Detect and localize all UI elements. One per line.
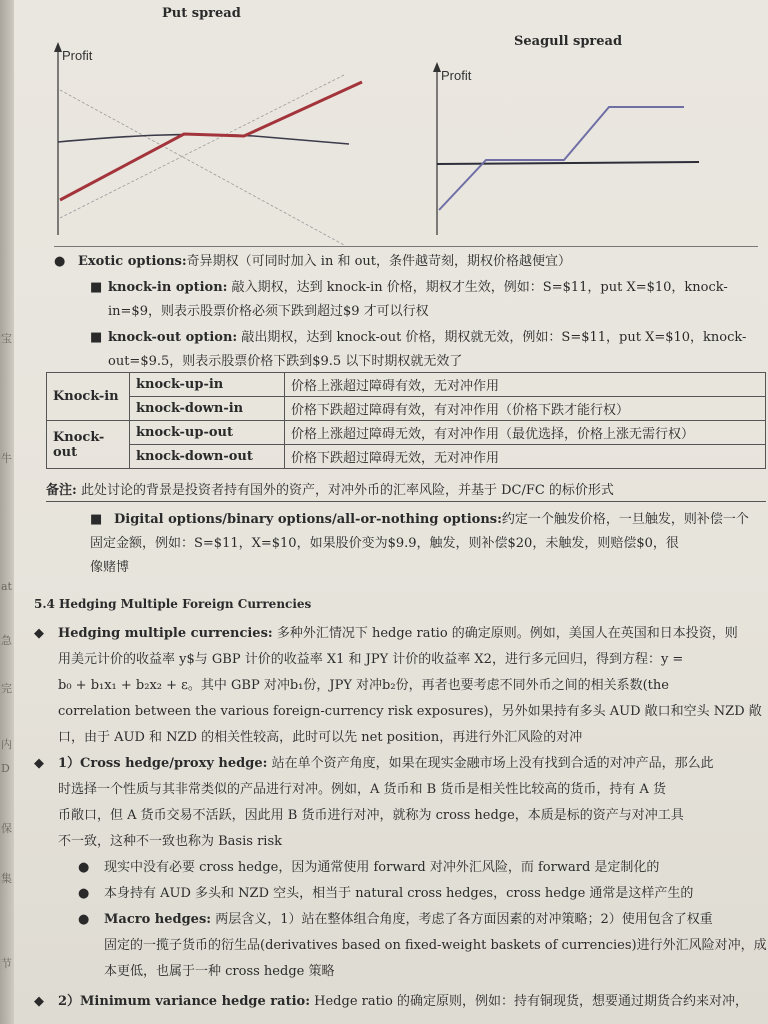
put-spread-chart xyxy=(44,40,374,240)
option-desc: 价格上涨超过障碍无效，有对冲作用（最优选择，价格上涨无需行权） xyxy=(285,421,766,445)
margin-char: 保 xyxy=(1,822,12,835)
table-note xyxy=(46,479,766,502)
y-axis-label: Profit xyxy=(62,48,93,63)
mv-line xyxy=(58,994,748,1010)
bullet-square: ■ xyxy=(90,512,103,527)
hmc-text: 多种外汇情况下 hedge ratio 的确定原则。例如，美国人在英国和日本投资，则 xyxy=(276,626,738,641)
bullet-diamond: ◆ xyxy=(34,994,44,1009)
put-spread-title: Put spread xyxy=(162,6,241,21)
table-row xyxy=(47,445,766,469)
hmc-label: Hedging multiple currencies: xyxy=(58,626,273,641)
hmc-line3: b₀ + b₁x₁ + b₂x₂ + ε。其中 GBP 对冲b₁份，JPY 对冲b₂份，再者也要考虑不同外币之间的相关系数(the xyxy=(58,678,669,693)
knock-in-line2: in=$9，则表示股票价格必须下跌到超过$9 才可以行权 xyxy=(108,304,429,319)
option-desc: 价格上涨超过障碍有效，无对冲作用 xyxy=(285,373,766,397)
mv-label: 2）Minimum variance hedge ratio: xyxy=(58,994,310,1009)
cross-line xyxy=(58,756,714,772)
margin-char: 集 xyxy=(1,872,12,885)
section-title: 5.4 Hedging Multiple Foreign Currencies xyxy=(34,597,312,611)
knock-in-line xyxy=(108,280,728,296)
sub-item-1: 现实中没有必要 cross hedge，因为通常使用 forward 对冲外汇风险，而 forward 是定制化的 xyxy=(104,860,660,875)
seagull-title: Seagull spread xyxy=(514,34,623,49)
margin-char: at xyxy=(1,580,12,593)
short-put-line xyxy=(60,75,344,218)
digital-text: 约定一个触发价格，一旦触发，则补偿一个 xyxy=(501,512,749,527)
margin-char: 内 xyxy=(1,738,12,751)
mv-text: Hedge ratio 的确定原则，例如：持有铜现货，想要通过期货合约来对冲， xyxy=(314,994,748,1009)
note-label: 备注: xyxy=(46,483,77,498)
knock-in-label: knock-in option: xyxy=(108,280,228,295)
knock-in-text: 敲入期权，达到 knock-in 价格，期权才生效，例如：S=$11，put X=$10，knock- xyxy=(231,280,728,295)
digital-line xyxy=(114,512,749,528)
book-page xyxy=(14,0,768,1024)
digital-line3: 像赌博 xyxy=(90,560,130,575)
option-type: knock-down-in xyxy=(130,397,285,421)
macro-label: Macro hedges: xyxy=(104,912,212,927)
macro-text: 两层含义，1）站在整体组合角度，考虑了各方面因素的对冲策略；2）使用包含了权重 xyxy=(215,912,713,927)
option-type: knock-down-out xyxy=(130,445,285,469)
margin-char: 宝 xyxy=(1,332,12,345)
table-row xyxy=(47,397,766,421)
exotic-heading: Exotic options: xyxy=(78,254,187,269)
bullet-dot: ● xyxy=(54,254,66,269)
cross-line3: 币敞口，但 A 货币交易不活跃，因此用 B 货币进行对冲，就称为 cross hedge，本质是标的资产与对冲工具 xyxy=(58,808,684,823)
sub-item-2: 本身持有 AUD 多头和 NZD 空头，相当于 natural cross hedges，cross hedge 通常是这样产生的 xyxy=(104,886,694,901)
note-text: 此处讨论的背景是投资者持有国外的资产，对冲外币的汇率风险，并基于 DC/FC 的标价形式 xyxy=(80,483,614,498)
cross-line4: 不一致，这种不一致也称为 Basis risk xyxy=(58,834,282,849)
option-type: knock-up-out xyxy=(130,421,285,445)
exotic-line xyxy=(78,254,571,270)
table-row xyxy=(47,421,766,445)
digital-label: Digital options/binary options/all-or-nothing options: xyxy=(114,512,502,527)
knock-out-text: 敲出期权，达到 knock-out 价格，期权就无效，例如：S=$11，put X=$10，knock- xyxy=(241,330,747,345)
axis-arrow xyxy=(433,62,441,72)
knock-out-line xyxy=(108,330,746,346)
hmc-line2: 用美元计价的收益率 y$与 GBP 计价的收益率 X1 和 JPY 计价的收益率 X2，进行多元回归，得到方程：y = xyxy=(58,652,684,667)
option-type: knock-up-in xyxy=(130,373,285,397)
knock-out-label: knock-out option: xyxy=(108,330,238,345)
macro-line xyxy=(104,912,713,928)
axis-arrow xyxy=(54,42,62,52)
macro-line2: 固定的一揽子货币的衍生品(derivatives based on fixed-weight baskets of currencies)进行外汇风险对冲，成 xyxy=(104,938,767,953)
barrier-table xyxy=(46,372,766,469)
option-desc: 价格下跌超过障碍有效，有对冲作用（价格下跌才能行权） xyxy=(285,397,766,421)
bullet-diamond: ◆ xyxy=(34,626,44,641)
cross-label: 1）Cross hedge/proxy hedge: xyxy=(58,756,268,771)
option-desc: 价格下跌超过障碍无效，无对冲作用 xyxy=(285,445,766,469)
page-margin xyxy=(0,0,14,1024)
margin-char: 急 xyxy=(1,634,12,647)
bullet-dot: ● xyxy=(78,912,90,927)
divider xyxy=(54,246,758,247)
long-put-line xyxy=(60,90,344,245)
knock-out-line2: out=$9.5，则表示股票价格下跌到$9.5 以下时期权就无效了 xyxy=(108,354,463,369)
cross-line2: 时选择一个性质与其非常类似的产品进行对冲。例如，A 货币和 B 货币是相关性比较高的货币，持有 A 货 xyxy=(58,782,666,797)
bullet-dot: ● xyxy=(78,860,90,875)
hmc-line5: 口，由于 AUD 和 NZD 的相关性较高，此时可以先 net position，再进行外汇风险的对冲 xyxy=(58,730,583,745)
margin-char: 牛 xyxy=(1,452,12,465)
table-row xyxy=(47,373,766,397)
exotic-desc: 奇异期权（可同时加入 in 和 out，条件越苛刻，期权价格越便宜） xyxy=(186,254,572,269)
bullet-square: ■ xyxy=(90,330,103,345)
bullet-dot: ● xyxy=(78,886,90,901)
margin-char: 完 xyxy=(1,682,12,695)
bullet-square: ■ xyxy=(90,280,103,295)
cross-text: 站在单个资产角度，如果在现实金融市场上没有找到合适的对冲产品，那么此 xyxy=(271,756,714,771)
bullet-diamond: ◆ xyxy=(34,756,44,771)
group-knock-out: Knock-out xyxy=(47,421,130,469)
digital-line2: 固定金额，例如：S=$11，X=$10，如果股价变为$9.9，触发，则补偿$20，未触发，则赔偿$0，很 xyxy=(90,536,679,551)
macro-line3: 本更低，也属于一种 cross hedge 策略 xyxy=(104,964,335,979)
margin-char: D xyxy=(1,762,10,775)
y-axis-label: Profit xyxy=(441,68,472,83)
payoff-line xyxy=(439,107,684,210)
zero-line xyxy=(437,162,699,164)
group-knock-in: Knock-in xyxy=(47,373,130,421)
hmc-line4: correlation between the various foreign-currency risk exposures)，另外如果持有多头 AUD 敞口和空头 NZD 敞 xyxy=(58,704,762,719)
seagull-chart xyxy=(424,60,724,240)
margin-char: 节 xyxy=(1,957,12,970)
hmc-line xyxy=(58,626,738,642)
